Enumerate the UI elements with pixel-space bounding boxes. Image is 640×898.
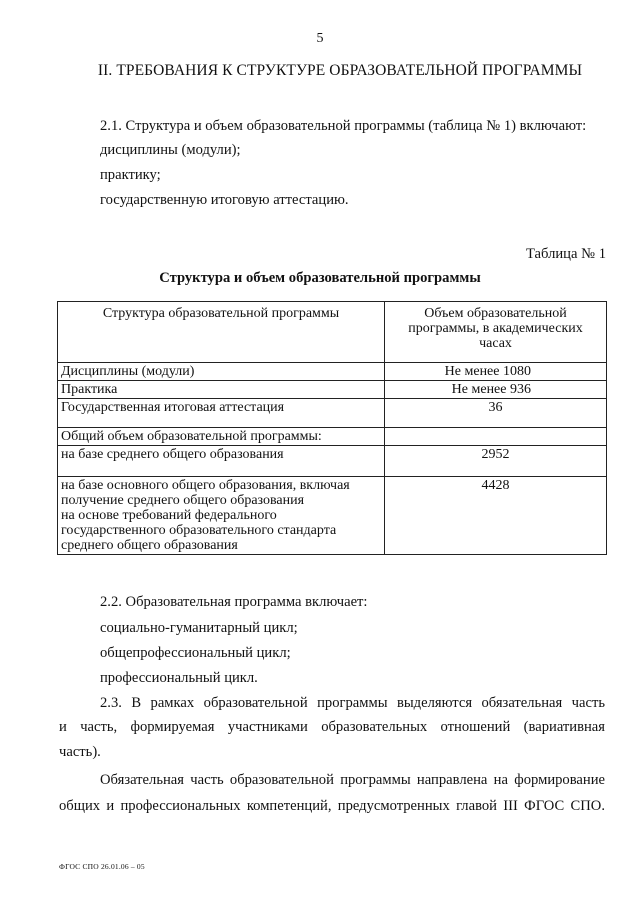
list-item: профессиональный цикл. <box>100 670 258 686</box>
header-volume <box>385 302 607 363</box>
table-row <box>58 446 607 477</box>
cell-value <box>385 428 607 446</box>
table-row <box>58 363 607 381</box>
list-item: социально-гуманитарный цикл; <box>100 620 298 636</box>
list-item: общепрофессиональный цикл; <box>100 645 291 661</box>
paragraph-2-3-line: и часть, формируемая участниками образовательных отношений (вариативная <box>59 719 605 735</box>
section-title: II. ТРЕБОВАНИЯ К СТРУКТУРЕ ОБРАЗОВАТЕЛЬНОЙ ПРОГРАММЫ <box>97 62 583 79</box>
table-header-row <box>58 302 607 363</box>
cell-label: Общий объем образовательной программы: <box>58 428 385 446</box>
cell-value: Не менее 936 <box>385 381 607 399</box>
cell-label-line: на базе основного общего образования, включая <box>61 478 350 493</box>
paragraph-2-1-intro: 2.1. Структура и объем образовательной программы (таблица № 1) включают: <box>100 118 587 134</box>
cell-label-line: государственного образовательного стандарта <box>61 523 337 538</box>
header-volume-line: Объем образовательной <box>424 306 567 321</box>
cell-label: на базе среднего общего образования <box>58 446 385 477</box>
cell-value: 2952 <box>385 446 607 477</box>
cell-label-line: на основе требований федерального <box>61 508 277 523</box>
table-row <box>58 477 607 555</box>
list-item: практику; <box>100 167 161 183</box>
list-item: дисциплины (модули); <box>100 142 241 158</box>
table-title: Структура и объем образовательной программы <box>159 270 481 286</box>
paragraph-mandatory-line: Обязательная часть образовательной программы направлена на формирование <box>100 772 605 788</box>
header-volume-line: часах <box>479 336 512 351</box>
cell-label-line: среднего общего образования <box>61 538 238 553</box>
cell-value: Не менее 1080 <box>385 363 607 381</box>
cell-label: Дисциплины (модули) <box>58 363 385 381</box>
footer-code: ФГОС СПО 26.01.06 – 05 <box>59 862 145 871</box>
list-item: государственную итоговую аттестацию. <box>100 192 349 208</box>
cell-value: 36 <box>385 399 607 428</box>
cell-value: 4428 <box>385 477 607 555</box>
table-row <box>58 399 607 428</box>
cell-label: Практика <box>58 381 385 399</box>
paragraph-2-3-line: 2.3. В рамках образовательной программы выделяются обязательная часть <box>100 695 605 711</box>
header-structure: Структура образовательной программы <box>58 302 385 363</box>
header-volume-line: программы, в академических <box>408 321 583 336</box>
paragraph-2-3-line: часть). <box>59 744 101 760</box>
cell-label: Государственная итоговая аттестация <box>58 399 385 428</box>
structure-table <box>57 301 607 555</box>
paragraph-mandatory-line: общих и профессиональных компетенций, предусмотренных главой III ФГОС СПО. <box>59 798 605 814</box>
table-row <box>58 381 607 399</box>
cell-label <box>58 477 385 555</box>
cell-label-line: получение среднего общего образования <box>61 493 305 508</box>
table-row <box>58 428 607 446</box>
paragraph-2-2-intro: 2.2. Образовательная программа включает: <box>100 594 368 610</box>
page-number: 5 <box>316 31 324 46</box>
table-number: Таблица № 1 <box>526 246 606 262</box>
